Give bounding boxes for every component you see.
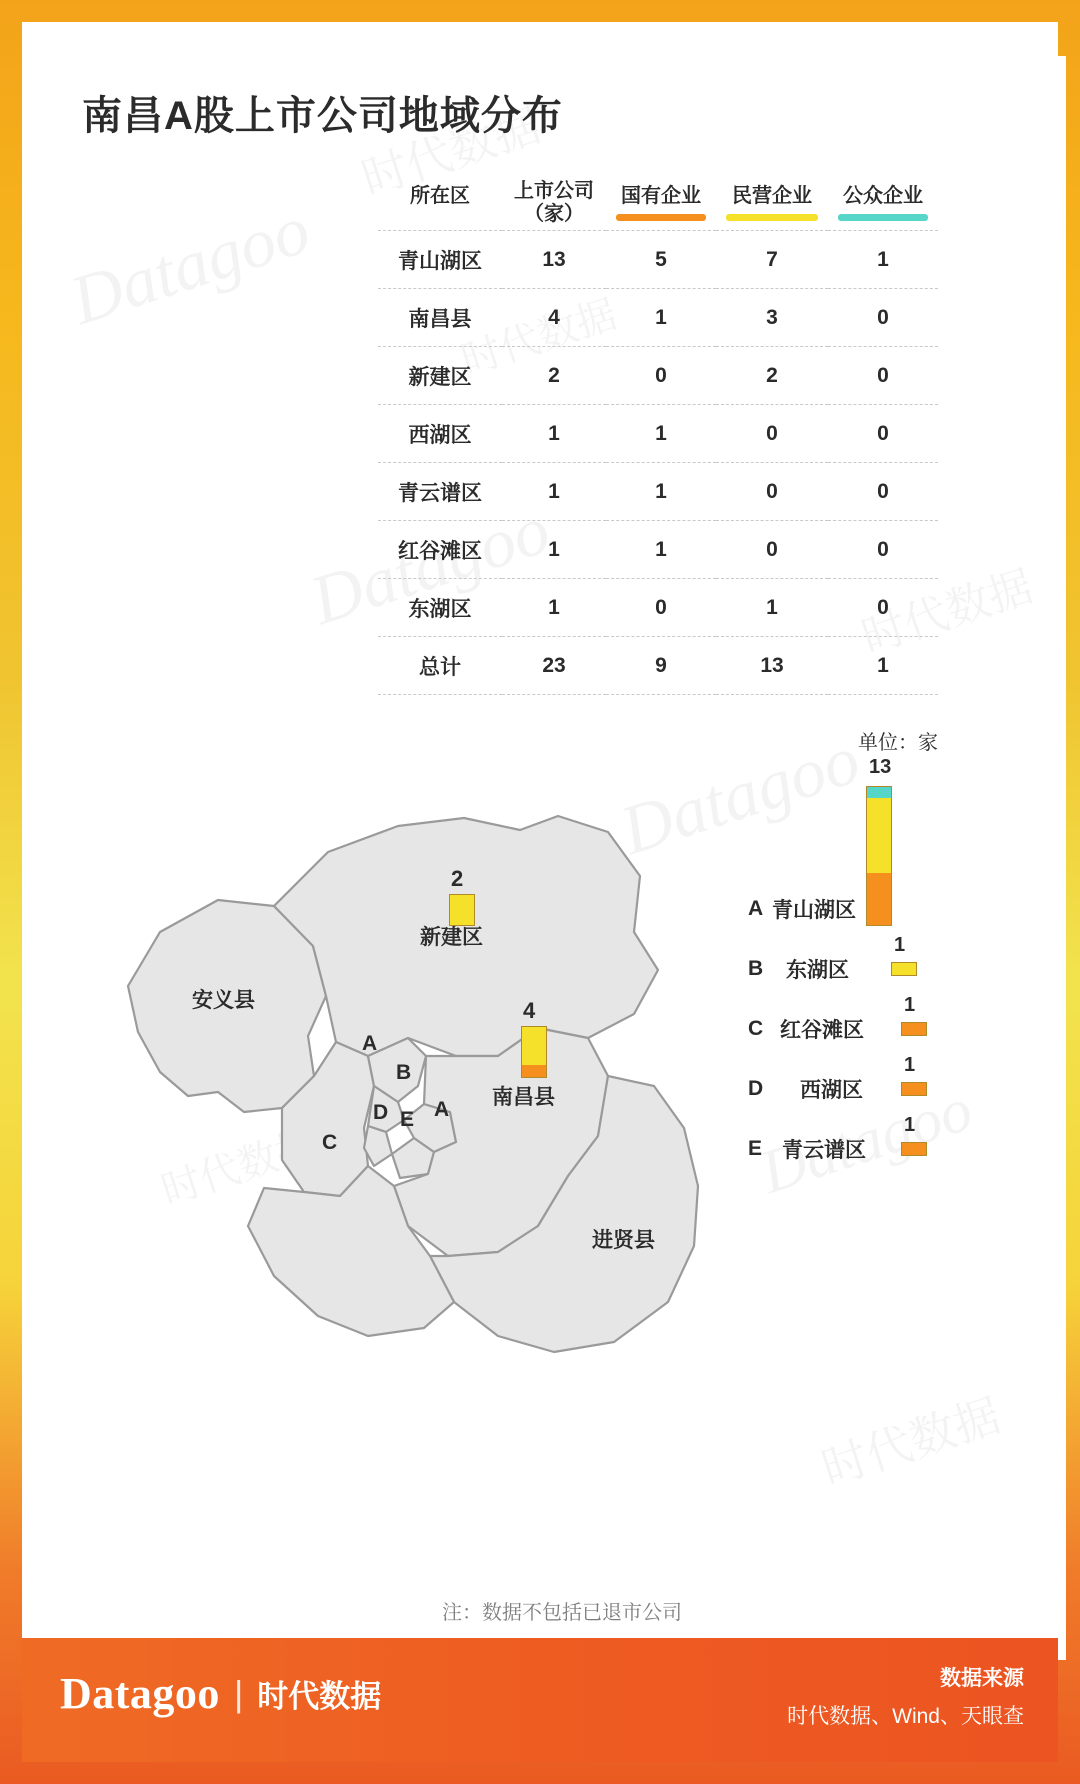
brand-name: Datagoo [60,1669,220,1718]
column-header-public-label: 公众企业 [843,185,923,207]
legend-letter-a: A [748,897,764,920]
legend-value-d: 1 [904,1054,916,1076]
table-row [378,347,938,405]
legend-bar-c [901,1022,927,1036]
legend-bar-b [891,962,917,976]
cell-state-owned: 1 [606,463,716,521]
map-label-jinxian: 进贤县 [592,1229,655,1252]
unit-label: 单位：家 [858,732,938,754]
legend-name-b: 东湖区 [786,959,849,982]
legend-letter-d: D [748,1077,764,1100]
watermark [62,190,320,342]
map-bar-value-nanchangxian: 4 [523,998,536,1023]
map-letter-c: C [322,1131,338,1154]
cell-listed: 23 [502,637,606,695]
column-header-region [378,178,502,231]
legend-item-a [748,894,856,924]
map-bar-nanchangxian [521,1026,547,1078]
cell-private: 0 [716,405,828,463]
cell-private: 0 [716,463,828,521]
brand-logo [60,1668,381,1719]
cell-state-owned: 0 [606,579,716,637]
cell-public: 0 [828,463,938,521]
legend-name-e: 青云谱区 [782,1139,866,1162]
cell-listed: 1 [502,463,606,521]
state-owned-color-bar [616,214,706,221]
table-row [378,463,938,521]
cell-region: 新建区 [378,347,502,405]
page-title: 南昌A股上市公司地域分布 [82,94,563,138]
legend-name-c: 红谷滩区 [780,1019,864,1042]
map-legend [748,756,1048,1176]
map-svg [68,756,788,1376]
cell-region: 西湖区 [378,405,502,463]
brand-separator: | [233,1672,244,1714]
cell-region: 青云谱区 [378,463,502,521]
column-header-public [828,178,938,231]
column-header-listed [502,178,606,231]
nanchang-map [68,756,788,1376]
column-header-private [716,178,828,231]
column-header-listed-line2: （家） [524,203,584,225]
legend-item-c [748,1014,864,1044]
legend-value-a: 13 [869,756,892,778]
cell-public: 0 [828,347,938,405]
table-row [378,405,938,463]
table-row [378,231,938,289]
cell-listed: 2 [502,347,606,405]
cell-private: 7 [716,231,828,289]
watermark [812,1379,1007,1499]
cell-region: 青山湖区 [378,231,502,289]
table-row [378,579,938,637]
cell-region: 红谷滩区 [378,521,502,579]
legend-value-b: 1 [894,934,906,956]
cell-public: 1 [828,637,938,695]
legend-name-a: 青山湖区 [772,899,856,922]
cell-state-owned: 5 [606,231,716,289]
cell-public: 0 [828,579,938,637]
cell-private: 3 [716,289,828,347]
table-row-total [378,637,938,695]
column-header-listed-line1: 上市公司 [514,180,594,202]
distribution-table [378,178,938,754]
data-source-title: 数据来源 [940,1667,1024,1690]
cell-listed: 1 [502,405,606,463]
table-row [378,521,938,579]
private-color-bar [726,214,818,221]
cell-public: 0 [828,405,938,463]
legend-bar-d [901,1082,927,1096]
cell-state-owned: 9 [606,637,716,695]
footer-bar [22,1638,1058,1762]
column-header-state-owned [606,178,716,231]
cell-listed: 1 [502,579,606,637]
cell-region: 东湖区 [378,579,502,637]
legend-item-b [748,954,849,984]
cell-state-owned: 0 [606,347,716,405]
legend-value-e: 1 [904,1114,916,1136]
map-label-nanchangxian: 南昌县 [492,1086,555,1109]
content-card [58,56,1066,1660]
legend-letter-e: E [748,1137,763,1160]
cell-private: 1 [716,579,828,637]
legend-item-d [748,1074,863,1104]
cell-state-owned: 1 [606,289,716,347]
table-row [378,289,938,347]
map-bar-xinjian [449,894,475,926]
column-header-state-owned-label: 国有企业 [621,185,701,207]
column-header-private-label: 民营企业 [732,185,812,207]
map-bar-value-xinjian: 2 [451,866,464,891]
map-letter-e: E [400,1108,415,1131]
legend-value-c: 1 [904,994,916,1016]
cell-listed: 13 [502,231,606,289]
legend-letter-b: B [748,957,764,980]
cell-state-owned: 1 [606,405,716,463]
map-letter-d: D [373,1101,389,1124]
brand-name-cn: 时代数据 [257,1679,382,1714]
cell-public: 0 [828,289,938,347]
cell-state-owned: 1 [606,521,716,579]
legend-bar-e [901,1142,927,1156]
footnote: 注：数据不包括已退市公司 [442,1602,682,1624]
data-source-body: 时代数据、Wind、天眼查 [787,1705,1024,1728]
map-label-xinjian: 新建区 [420,926,483,949]
legend-name-d: 西湖区 [800,1079,863,1102]
public-color-bar [838,214,928,221]
legend-item-e [748,1134,866,1164]
cell-listed: 4 [502,289,606,347]
cell-public: 0 [828,521,938,579]
cell-private: 13 [716,637,828,695]
map-label-anyi: 安义县 [192,989,255,1012]
map-letter-a1: A [362,1032,378,1055]
data-source [787,1662,1024,1730]
table-header-row [378,178,938,231]
cell-private: 2 [716,347,828,405]
cell-public: 1 [828,231,938,289]
poster-inner [22,22,1058,1762]
map-letter-b: B [396,1061,412,1084]
cell-region: 南昌县 [378,289,502,347]
map-letter-a2: A [434,1098,450,1121]
cell-listed: 1 [502,521,606,579]
column-header-region-label: 所在区 [410,185,470,207]
cell-region: 总计 [378,637,502,695]
legend-letter-c: C [748,1017,764,1040]
cell-private: 0 [716,521,828,579]
legend-bar-a [866,786,892,926]
